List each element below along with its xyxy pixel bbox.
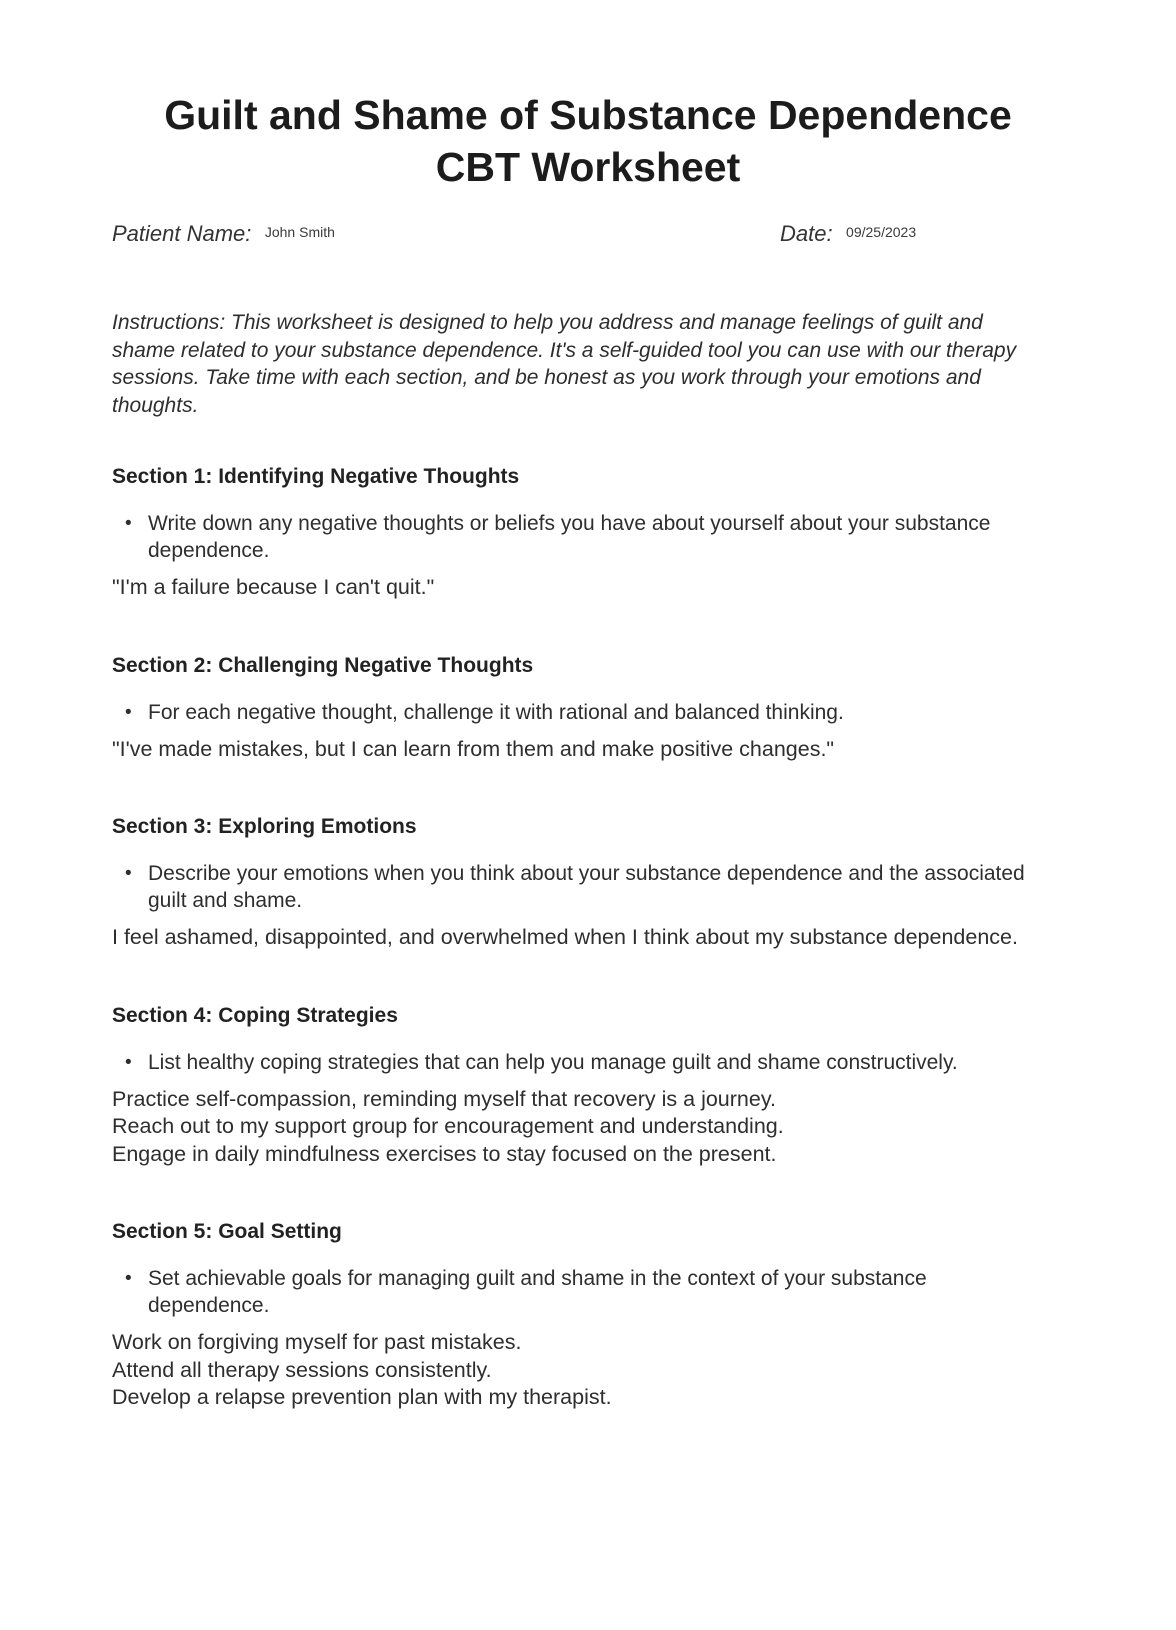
answer-line: Engage in daily mindfulness exercises to stay focused on the present. xyxy=(112,1141,777,1166)
section-2-prompt-item xyxy=(112,699,1052,726)
section-1-heading: Section 1: Identifying Negative Thoughts xyxy=(112,465,520,489)
section-3-prompt-item xyxy=(112,860,1052,914)
answer-line: Work on forgiving myself for past mistakes. xyxy=(112,1330,522,1355)
section-2 xyxy=(112,654,1064,764)
section-4-answers xyxy=(112,1086,1062,1169)
bullet-icon: • xyxy=(125,1051,132,1073)
bullet-icon: • xyxy=(125,863,132,885)
section-1-answers xyxy=(112,574,1062,602)
section-1 xyxy=(112,465,1064,602)
answer-line: Reach out to my support group for encouragement and understanding. xyxy=(112,1114,784,1139)
patient-name-value: John Smith xyxy=(264,224,335,241)
section-3 xyxy=(112,815,1064,952)
answer-line: "I've made mistakes, but I can learn from them and make positive changes." xyxy=(112,736,835,761)
section-5-prompt: Set achievable goals for managing guilt and shame in the context of your substance dependence. xyxy=(148,1267,927,1318)
section-2-heading: Section 2: Challenging Negative Thoughts xyxy=(112,653,534,677)
section-4-heading: Section 4: Coping Strategies xyxy=(112,1003,398,1027)
answer-line: "I'm a failure because I can't quit." xyxy=(112,575,435,600)
answer-line: Attend all therapy sessions consistently. xyxy=(112,1357,492,1382)
date-field xyxy=(780,221,916,247)
page-title-line-2: CBT Worksheet xyxy=(435,143,741,190)
section-2-answers xyxy=(112,736,1062,764)
section-5-prompt-item xyxy=(112,1265,1052,1319)
page-title xyxy=(112,0,1064,193)
bullet-icon: • xyxy=(125,513,132,535)
bullet-icon: • xyxy=(125,701,132,723)
answer-line: Practice self-compassion, reminding myself that recovery is a journey. xyxy=(112,1086,776,1111)
section-3-prompt: Describe your emotions when you think about your substance dependence and the associated guilt and shame. xyxy=(148,862,1025,913)
instructions-text: Instructions: This worksheet is designed to help you address and manage feelings of guilt and shame related to your substance dependence. It's a self-guided tool you can use with our therapy sessions. Take time with each section, and be honest as you work through your emotions and thoughts. xyxy=(112,311,1017,417)
answer-line: I feel ashamed, disappointed, and overwhelmed when I think about my substance dependence. xyxy=(112,925,1018,950)
section-5 xyxy=(112,1220,1064,1412)
patient-name-label: Patient Name: xyxy=(112,221,252,247)
section-1-prompt: Write down any negative thoughts or beliefs you have about yourself about your substance dependence. xyxy=(148,512,991,563)
page-title-line-1: Guilt and Shame of Substance Dependence xyxy=(164,92,1012,138)
section-4-prompt-item xyxy=(112,1049,1052,1076)
bullet-icon: • xyxy=(125,1268,132,1290)
date-label: Date: xyxy=(780,221,833,247)
date-value: 09/25/2023 xyxy=(846,224,917,241)
section-4-prompt: List healthy coping strategies that can help you manage guilt and shame constructively. xyxy=(148,1050,958,1074)
answer-line: Develop a relapse prevention plan with my therapist. xyxy=(112,1385,612,1410)
section-1-prompt-item xyxy=(112,510,1052,564)
section-5-answers xyxy=(112,1329,1062,1412)
section-5-heading: Section 5: Goal Setting xyxy=(112,1220,342,1244)
section-3-heading: Section 3: Exploring Emotions xyxy=(112,815,417,839)
section-2-prompt: For each negative thought, challenge it with rational and balanced thinking. xyxy=(148,700,844,724)
patient-name-field xyxy=(112,221,335,247)
section-4 xyxy=(112,1004,1064,1169)
section-3-answers xyxy=(112,924,1062,952)
meta-row xyxy=(112,221,1064,251)
